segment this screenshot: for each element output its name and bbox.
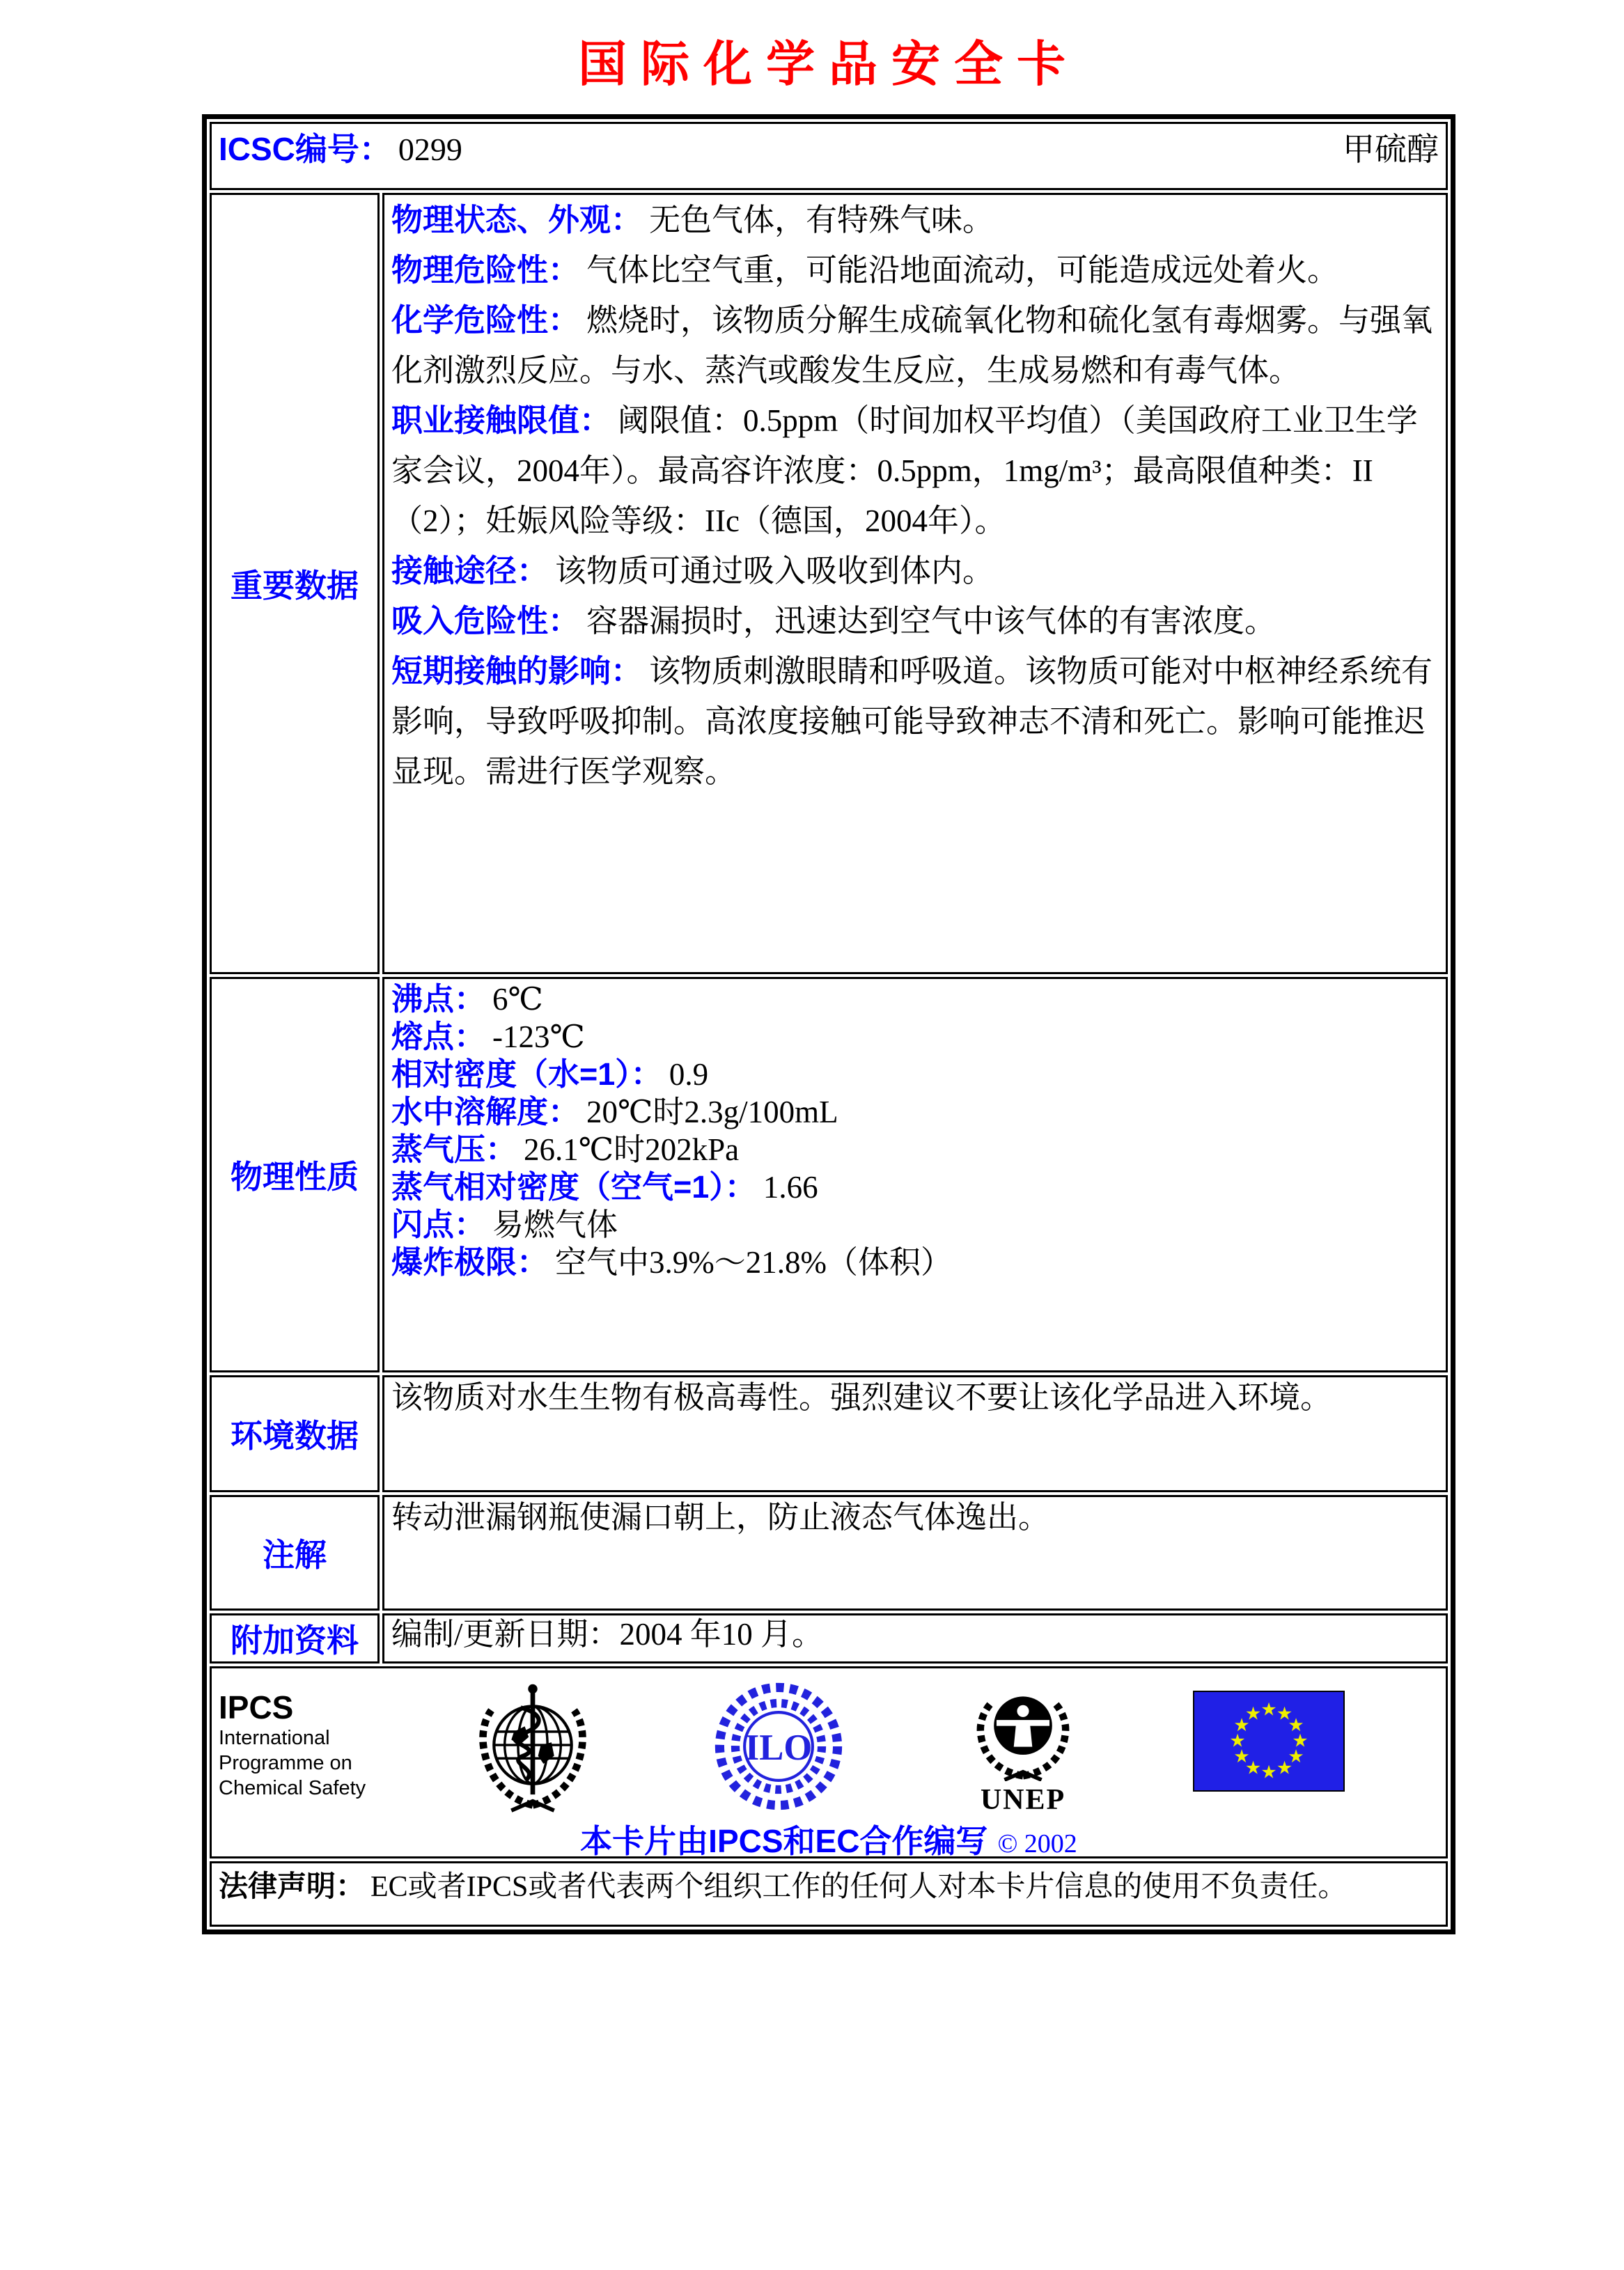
page-title: 国际化学品安全卡 [578,38,1079,92]
copyright-text: © 2002 [997,1829,1077,1858]
item-text: 无色气体，有特殊气味。 [649,203,994,237]
ipcs-acronym: IPCS [219,1689,294,1725]
important-item [391,546,1439,596]
item-text: 6℃ [492,982,543,1017]
important-item [391,245,1439,295]
eu-star: ★ [1260,1762,1277,1783]
item-label: 闪点： [391,1207,486,1242]
eu-star: ★ [1229,1730,1246,1752]
item-text: 空气中3.9%～21.8%（体积） [555,1245,952,1280]
item-label: 化学危险性： [391,302,580,338]
credit-text: 本卡片由IPCS和EC合作编写 [580,1823,988,1858]
item-text: 20℃时2.3g/100mL [586,1095,838,1129]
eu-star: ★ [1288,1746,1304,1767]
section-label-notes: 注解 [210,1495,380,1611]
item-label: 短期接触的影响： [391,653,643,689]
ipcs-line: International [219,1727,330,1749]
physical-item [391,1244,1439,1281]
row-important-data [210,193,1448,974]
notes-text: 转动泄漏钢瓶使漏口朝上，防止液态气体逸出。 [391,1500,1050,1535]
icsc-number-label: ICSC编号： [219,131,391,167]
row-additional-information [210,1613,1448,1664]
item-label: 水中溶解度： [391,1094,580,1129]
item-label: 蒸气相对密度（空气=1）： [391,1169,756,1205]
eu-star: ★ [1233,1746,1250,1767]
environmental-data-text: 该物质对水生生物有极高毒性。强烈建议不要让该化学品进入环境。 [391,1380,1332,1415]
item-text: -123℃ [492,1019,585,1054]
ilo-logo-icon [713,1678,844,1822]
legal-notice-text: EC或者IPCS或者代表两个组织工作的任何人对本卡片信息的使用不负责任。 [370,1871,1348,1903]
item-label: 爆炸极限： [391,1244,549,1280]
eu-star: ★ [1244,1703,1262,1725]
row-physical-properties [210,977,1448,1372]
eu-star: ★ [1288,1715,1304,1736]
eu-flag-icon [1193,1691,1345,1799]
section-label-environmental-data: 环境数据 [210,1375,380,1492]
legal-notice-cell [210,1861,1448,1927]
icsc-number-group [219,124,462,170]
item-text: 该物质刺激眼睛和呼吸道。该物质可能对中枢神经系统有影响，导致呼吸抑制。高浓度接触可能导致神志不清和死亡。影响可能推迟显现。需进行医学观察。 [391,654,1433,789]
important-item [391,195,1439,245]
physical-properties-content [382,977,1448,1372]
notes-content [382,1495,1448,1611]
item-label: 熔点： [391,1019,486,1054]
item-text: 1.66 [763,1170,818,1205]
physical-item [391,1018,1439,1056]
important-item [391,295,1439,396]
environmental-data-content [382,1375,1448,1492]
item-label: 职业接触限值： [391,402,611,438]
item-label: 吸入危险性： [391,603,580,639]
eu-star: ★ [1244,1758,1262,1779]
item-text: 易燃气体 [492,1207,618,1242]
physical-item [391,980,1439,1018]
unep-caption: UNEP [980,1784,1066,1816]
unep-logo-icon [957,1675,1089,1815]
additional-information-text: 编制/更新日期：2004 年10 月。 [391,1617,824,1652]
eu-star: ★ [1276,1758,1293,1779]
section-label-important-data: 重要数据 [210,193,380,974]
item-text: 26.1℃时202kPa [524,1132,740,1167]
ipcs-line: Chemical Safety [219,1777,366,1799]
item-text: 燃烧时，该物质分解生成硫氧化物和硫化氢有毒烟雾。与强氧化剂激烈反应。与水、蒸汽或酸发生反应，生成易燃和有毒气体。 [391,303,1433,388]
important-data-content [382,193,1448,974]
ipcs-line: Programme on [219,1752,352,1774]
chemical-name: 甲硫醇 [1343,132,1439,167]
item-label: 物理危险性： [391,252,580,288]
additional-information-content [382,1613,1448,1664]
important-item [391,646,1439,797]
physical-item [391,1056,1439,1093]
item-label: 物理状态、外观： [391,202,643,237]
item-text: 该物质可通过吸入吸收到体内。 [555,554,994,588]
header-cell [210,122,1448,190]
physical-item [391,1206,1439,1244]
physical-item [391,1131,1439,1168]
row-notes [210,1495,1448,1611]
credit-line [212,1816,1446,1858]
legal-notice-label: 法律声明： [219,1870,366,1902]
eu-star: ★ [1260,1699,1277,1721]
item-text: 气体比空气重，可能沿地面流动，可能造成远处着火。 [586,253,1339,288]
item-label: 沸点： [391,981,486,1017]
ipcs-block [219,1689,366,1801]
icsc-card-table [202,114,1455,1934]
eu-star: ★ [1292,1730,1309,1752]
item-label: 相对密度（水=1）： [391,1056,662,1092]
header-row [210,122,1448,190]
item-label: 接触途径： [391,553,549,588]
important-item [391,596,1439,646]
who-logo-icon [466,1678,600,1822]
physical-item [391,1168,1439,1206]
logos-cell [210,1666,1448,1858]
section-label-physical-properties: 物理性质 [210,977,380,1372]
row-logos [210,1666,1448,1858]
eu-star: ★ [1233,1715,1250,1736]
icsc-number-value: 0299 [398,132,462,167]
item-text: 容器漏损时，迅速达到空气中该气体的有害浓度。 [586,604,1276,639]
ilo-letters: ILO [744,1727,813,1768]
physical-item [391,1093,1439,1131]
section-label-additional-information: 附加资料 [210,1613,380,1664]
eu-star: ★ [1276,1703,1293,1725]
row-environmental-data [210,1375,1448,1492]
item-text: 阈限值：0.5ppm（时间加权平均值）（美国政府工业卫生学家会议，2004年）。最高容许浓度：0.5ppm，1mg/m³；最高限值种类：II（2）；妊娠风险等级：IIc（德国，2004年）。 [391,403,1418,538]
important-item [391,396,1439,546]
item-text: 0.9 [669,1057,709,1092]
item-label: 蒸气压： [391,1132,517,1167]
row-legal-notice [210,1861,1448,1927]
